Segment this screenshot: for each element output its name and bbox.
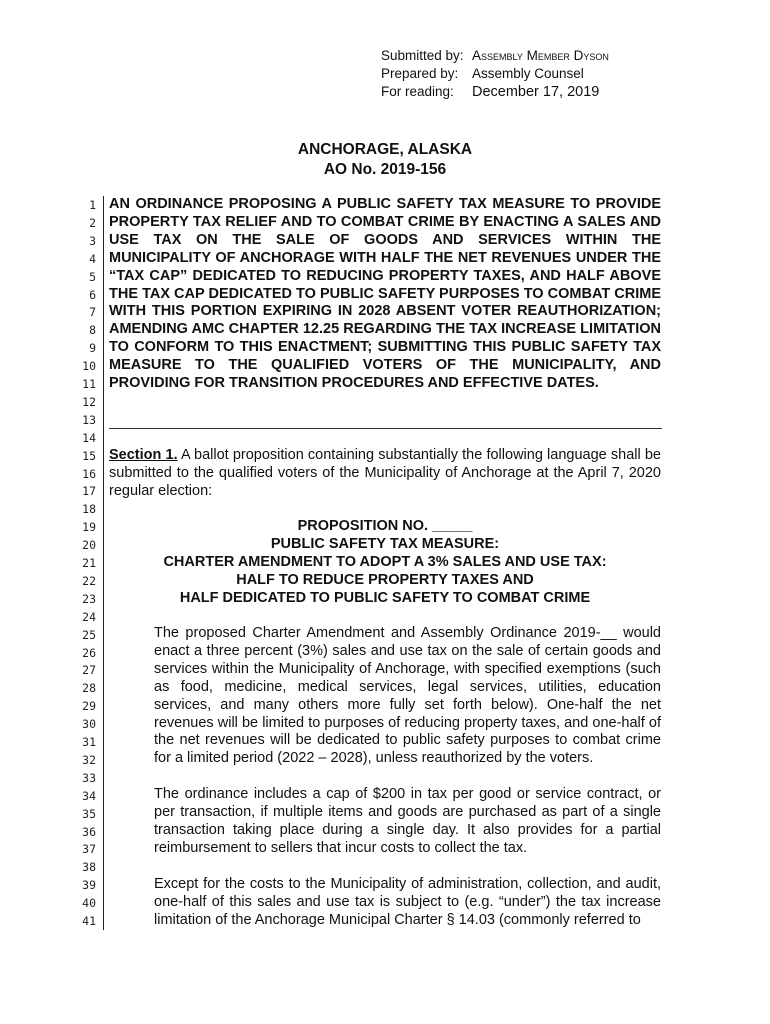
- line-number: 9: [89, 341, 96, 356]
- line-number: 12: [82, 394, 96, 409]
- line-number: 22: [82, 573, 96, 588]
- line-number: 4: [89, 251, 96, 266]
- section-1: [109, 446, 661, 500]
- line-number: 40: [82, 896, 96, 911]
- submitted-by-label: Submitted by:: [381, 48, 464, 63]
- line-number: 23: [82, 591, 96, 606]
- line-number: 21: [82, 556, 96, 570]
- line-number: 7: [89, 305, 96, 320]
- proposition-number: PROPOSITION NO. _____: [297, 518, 473, 534]
- for-reading-date: December 17, 2019: [472, 84, 600, 100]
- line-number: 28: [82, 681, 96, 696]
- line-number: 2: [89, 215, 96, 230]
- title-separator: [109, 428, 662, 429]
- submitted-by-value: Assembly Member Dyson: [472, 48, 609, 63]
- proposition-line-3: HALF TO REDUCE PROPERTY TAXES AND: [236, 572, 534, 588]
- prepared-by-value: Assembly Counsel: [472, 66, 584, 81]
- line-number: 15: [82, 448, 96, 463]
- for-reading-row: [381, 83, 609, 101]
- line-number: 16: [82, 466, 96, 481]
- line-number: 20: [82, 538, 96, 553]
- line-number: 10: [82, 359, 96, 374]
- line-number: 30: [82, 717, 96, 732]
- gutter-divider: [103, 196, 104, 930]
- proposition-line-2: CHARTER AMENDMENT TO ADOPT A 3% SALES AND USE TAX:: [163, 554, 607, 570]
- line-number: 1: [89, 198, 96, 212]
- proposition-heading: [109, 517, 661, 607]
- line-number: 38: [82, 860, 96, 875]
- proposition-paragraph-2: The ordinance includes a cap of $200 in tax per good or service contract, or per transaction, if multiple items and goods are purchased as part of a single transaction taking place during a single day. It also provides for a partial reimbursement to sellers that incur costs to collect the tax.: [154, 786, 661, 856]
- line-number: 5: [89, 269, 96, 284]
- line-number: 6: [89, 287, 96, 302]
- line-number: 13: [82, 412, 96, 427]
- document-heading: [0, 140, 770, 180]
- line-number: 35: [82, 806, 96, 821]
- line-number: 33: [82, 770, 96, 785]
- line-number: 37: [82, 842, 96, 857]
- submission-header: [381, 47, 609, 101]
- proposition-paragraph-1: The proposed Charter Amendment and Assembly Ordinance 2019-__ would enact a three percent (3%) sales and use tax on the sale of certain goods and services within the Municipality of Anchorage, with specified exemptions (such as food, medicine, medical services, legal services, utilities, education services, and many others more fully set forth below). One-half the net revenues will be limited to purposes of reducing property taxes, and one-half of the net revenues will be dedicated to public safety purposes to combat crime for a limited period (2022 – 2028), unless reauthorized by the voters.: [154, 625, 661, 767]
- line-number: 14: [82, 430, 96, 445]
- city-name: ANCHORAGE, ALASKA: [297, 141, 473, 158]
- section-1-text: A ballot proposition containing substantially the following language shall be submitted to the qualified voters of the Municipality of Anchorage at the April 7, 2020 regular election:: [109, 447, 661, 499]
- prepared-by-row: [381, 65, 609, 83]
- line-number: 24: [82, 609, 96, 624]
- for-reading-label: For reading:: [381, 84, 454, 99]
- ordinance-title: AN ORDINANCE PROPOSING A PUBLIC SAFETY TAX MEASURE TO PROVIDE PROPERTY TAX RELIEF AND TO COMBAT CRIME BY ENACTING A SALES AND USE TAX ON THE SALE OF GOODS AND SERVICES WITHIN THE MUNICIPALITY OF ANCHORAGE WITH HALF THE NET REVENUES UNDER THE “TAX CAP” DEDICATED TO REDUCING PROPERTY TAXES, AND HALF ABOVE THE TAX CAP DEDICATED TO PUBLIC SAFETY PURPOSES TO COMBAT CRIME WITH THIS PORTION EXPIRING IN 2028 ABSENT VOTER REAUTHORIZATION; AMENDING AMC CHAPTER 12.25 REGARDING THE TAX INCREASE LIMITATION TO CONFORM TO THIS ENACTMENT; SUBMITTING THIS PUBLIC SAFETY TAX MEASURE TO THE QUALIFIED VOTERS OF THE MUNICIPALITY, AND PROVIDING FOR TRANSITION PROCEDURES AND EFFECTIVE DATES.: [109, 196, 661, 392]
- proposition-line-4: HALF DEDICATED TO PUBLIC SAFETY TO COMBAT CRIME: [179, 590, 591, 606]
- line-number: 26: [82, 645, 96, 660]
- proposition-paragraph-3: Except for the costs to the Municipality of administration, collection, and audit, one-half of this sales and use tax is subject to (e.g. “under”) the tax increase limitation of the Anchorage Municipal Charter § 14.03 (commonly referred to: [154, 876, 661, 928]
- line-number: 29: [82, 699, 96, 714]
- line-number: 27: [82, 663, 96, 678]
- section-1-label: Section 1.: [109, 447, 178, 463]
- prepared-by-label: Prepared by:: [381, 66, 459, 81]
- line-number: 41: [82, 914, 96, 928]
- line-number: 3: [89, 233, 96, 248]
- line-number: 36: [82, 824, 96, 839]
- line-number: 19: [82, 520, 96, 535]
- line-number: 32: [82, 752, 96, 767]
- line-number: 39: [82, 878, 96, 893]
- line-number: 17: [82, 484, 96, 499]
- ordinance-number: AO No. 2019-156: [323, 161, 447, 178]
- line-number: 31: [82, 735, 96, 749]
- line-number: 18: [82, 502, 96, 517]
- line-number: 8: [89, 323, 96, 338]
- line-number: 11: [82, 377, 96, 391]
- line-number: 25: [82, 627, 96, 642]
- proposition-line-1: PUBLIC SAFETY TAX MEASURE:: [270, 536, 500, 552]
- line-number: 34: [82, 788, 96, 803]
- submitted-by-row: [381, 47, 609, 65]
